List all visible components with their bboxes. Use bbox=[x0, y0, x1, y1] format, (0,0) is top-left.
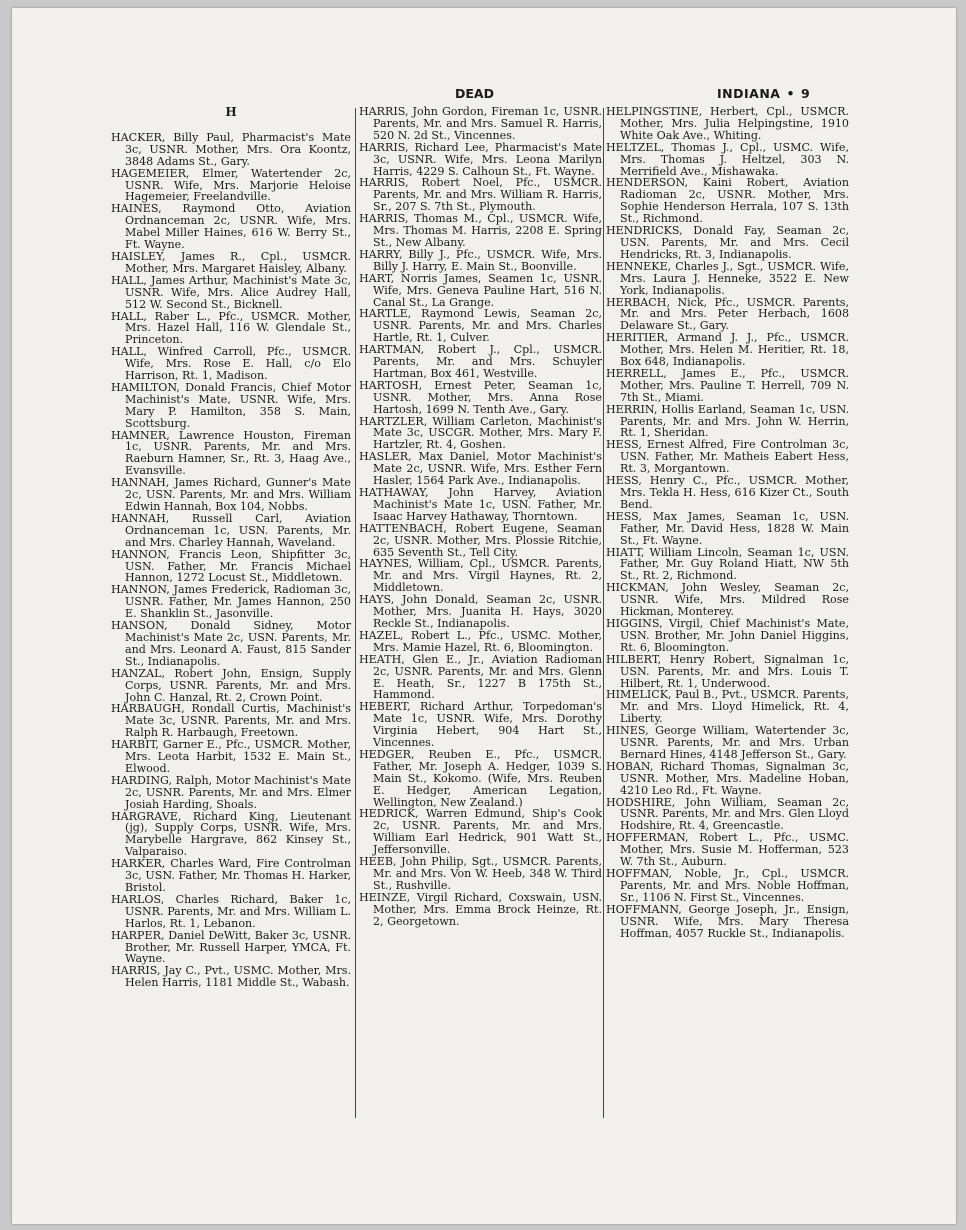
casualty-entry: HARRIS, Richard Lee, Pharmacist's Mate 3c, USNR. Wife, Mrs. Leona Marilyn Harris, 4229 S. Calhoun St., Ft. Wayne. bbox=[359, 140, 602, 178]
casualty-entry: HENNEKE, Charles J., Sgt., USMCR. Wife, Mrs. Laura J. Henneke, 3522 E. New York, Indianapolis. bbox=[606, 259, 849, 297]
column-divider bbox=[603, 108, 604, 1118]
casualty-entry: HIATT, William Lincoln, Seaman 1c, USN. Father, Mr. Guy Roland Hiatt, NW 5th St., Rt. 2, Richmond. bbox=[606, 545, 849, 583]
casualty-entry: HARBIT, Garner E., Pfc., USMCR. Mother, Mrs. Leota Harbit, 1532 E. Main St., Elwood. bbox=[111, 738, 351, 775]
column-1 bbox=[111, 106, 351, 989]
casualty-entry: HESS, Max James, Seaman 1c, USN. Father, Mr. David Hess, 1828 W. Main St., Ft. Wayne. bbox=[606, 509, 849, 547]
casualty-entry: HELTZEL, Thomas J., Cpl., USMC. Wife, Mrs. Thomas J. Heltzel, 303 N. Merrifield Ave., Mishawaka. bbox=[606, 140, 849, 178]
casualty-entry: HERRELL, James E., Pfc., USMCR. Mother, Mrs. Pauline T. Herrell, 709 N. 7th St., Miami. bbox=[606, 366, 849, 404]
page-number: 9 bbox=[800, 86, 811, 101]
casualty-entry: HARRY, Billy J., Pfc., USMCR. Wife, Mrs. Billy J. Harry, E. Main St., Boonville. bbox=[359, 247, 602, 273]
casualty-entry: HANNON, Francis Leon, Shipfitter 3c, USN. Father, Mr. Francis Michael Hannon, 1272 Locust St., Middletown. bbox=[111, 547, 351, 585]
casualty-entry: HARRIS, Robert Noel, Pfc., USMCR. Parents, Mr. and Mrs. William R. Harris, Sr., 207 S. 7th St., Plymouth. bbox=[359, 176, 602, 214]
casualty-entry: HEINZE, Virgil Richard, Coxswain, USN. Mother, Mrs. Emma Brock Heinze, Rt. 2, Georgetown. bbox=[359, 890, 602, 928]
header-title: DEAD bbox=[455, 86, 494, 101]
casualty-entry: HIGGINS, Virgil, Chief Machinist's Mate, USN. Brother, Mr. John Daniel Higgins, Rt. 6, Bloomington. bbox=[606, 616, 849, 654]
header-bullet: • bbox=[786, 86, 795, 101]
casualty-entry: HACKER, Billy Paul, Pharmacist's Mate 3c, USNR. Mother, Mrs. Ora Koontz, 3848 Adams St., Gary. bbox=[111, 130, 351, 168]
casualty-entry: HARTMAN, Robert J., Cpl., USMCR. Parents, Mr. and Mrs. Schuyler Hartman, Box 461, Westville. bbox=[359, 343, 602, 380]
column-divider bbox=[355, 108, 356, 1118]
casualty-entry: HARKER, Charles Ward, Fire Controlman 3c, USN. Father, Mr. Thomas H. Harker, Bristol. bbox=[111, 857, 351, 894]
casualty-entry: HERRIN, Hollis Earland, Seaman 1c, USN. Parents, Mr. and Mrs. John W. Herrin, Rt. 1, Sheridan. bbox=[606, 402, 849, 440]
casualty-entry: HELPINGSTINE, Herbert, Cpl., USMCR. Mother, Mrs. Julia Helpingstine, 1910 White Oak Ave., Whiting. bbox=[606, 105, 849, 142]
casualty-entry: HASLER, Max Daniel, Motor Machinist's Mate 2c, USNR. Wife, Mrs. Esther Fern Hasler, 1564 Park Ave., Indianapolis. bbox=[359, 450, 602, 488]
casualty-entry: HALL, James Arthur, Machinist's Mate 3c, USNR. Wife, Mrs. Alice Audrey Hall, 512 W. Second St., Bicknell. bbox=[111, 273, 351, 311]
casualty-entry: HARRIS, John Gordon, Fireman 1c, USNR. Parents, Mr. and Mrs. Samuel R. Harris, 520 N. 2d St., Vincennes. bbox=[359, 105, 602, 142]
document-page bbox=[12, 8, 956, 1224]
casualty-entry: HALL, Winfred Carroll, Pfc., USMCR. Wife, Mrs. Rose E. Hall, c/o Elo Harrison, Rt. 1, Madison. bbox=[111, 345, 351, 383]
casualty-entry: HOFFERMAN, Robert L., Pfc., USMC. Mother, Mrs. Susie M. Hofferman, 523 W. 7th St., Auburn. bbox=[606, 831, 849, 869]
casualty-entry: HARPER, Daniel DeWitt, Baker 3c, USNR. Brother, Mr. Russell Harper, YMCA, Ft. Wayne. bbox=[111, 928, 351, 966]
casualty-entry: HAMNER, Lawrence Houston, Fireman 1c, USNR. Parents, Mr. and Mrs. Raeburn Hamner, Sr., Rt. 3, Haag Ave., Evansville. bbox=[111, 428, 351, 478]
casualty-entry: HARRIS, Thomas M., Cpl., USMCR. Wife, Mrs. Thomas M. Harris, 2208 E. Spring St., New Albany. bbox=[359, 212, 602, 249]
casualty-entry: HESS, Henry C., Pfc., USMCR. Mother, Mrs. Tekla H. Hess, 616 Kizer Ct., South Bend. bbox=[606, 474, 849, 511]
section-letter: H bbox=[225, 105, 237, 119]
casualty-entry: HARTZLER, William Carleton, Machinist's Mate 3c, USCGR. Mother, Mrs. Mary F. Hartzler, Rt. 4, Goshen. bbox=[359, 414, 602, 452]
casualty-entry: HEEB, John Philip, Sgt., USMCR. Parents, Mr. and Mrs. Von W. Heeb, 348 W. Third St., Rushville. bbox=[359, 855, 602, 892]
casualty-entry: HAGEMEIER, Elmer, Watertender 2c, USNR. Wife, Mrs. Marjorie Heloise Hagemeier, Freelandville. bbox=[111, 166, 351, 204]
casualty-entry: HATHAWAY, John Harvey, Aviation Machinist's Mate 1c, USN. Father, Mr. Isaac Harvey Hathaway, Thorntown. bbox=[359, 486, 602, 523]
casualty-entry: HOFFMANN, George Joseph, Jr., Ensign, USNR. Wife, Mrs. Mary Theresa Hoffman, 4057 Ruckle St., Indianapolis. bbox=[606, 902, 849, 940]
casualty-entry: HAYS, John Donald, Seaman 2c, USNR. Mother, Mrs. Juanita H. Hays, 3020 Reckle St., Indianapolis. bbox=[359, 593, 602, 630]
casualty-entry: HARTOSH, Ernest Peter, Seaman 1c, USNR. Mother, Mrs. Anna Rose Hartosh, 1699 N. Tenth Ave., Gary. bbox=[359, 378, 602, 416]
casualty-entry: HANZAL, Robert John, Ensign, Supply Corps, USNR. Parents, Mr. and Mrs. John C. Hanzal, Rt. 2, Crown Point. bbox=[111, 666, 351, 704]
casualty-entry: HODSHIRE, John William, Seaman 2c, USNR. Parents, Mr. and Mrs. Glen Lloyd Hodshire, Rt. 4, Greencastle. bbox=[606, 795, 849, 833]
casualty-entry: HICKMAN, John Wesley, Seaman 2c, USNR. Wife, Mrs. Mildred Rose Hickman, Monterey. bbox=[606, 581, 849, 619]
column-3 bbox=[606, 106, 849, 939]
casualty-entry: HANNAH, Russell Carl, Aviation Ordnanceman 1c, USN. Parents, Mr. and Mrs. Charley Hannah, Waveland. bbox=[111, 511, 351, 549]
column-2 bbox=[359, 106, 602, 928]
casualty-entry: HENDRICKS, Donald Fay, Seaman 2c, USN. Parents, Mr. and Mrs. Cecil Hendricks, Rt. 3, Indianapolis. bbox=[606, 224, 849, 261]
casualty-entry: HARBAUGH, Rondall Curtis, Machinist's Mate 3c, USNR. Parents, Mr. and Mrs. Ralph R. Harbaugh, Freetown. bbox=[111, 702, 351, 740]
casualty-entry: HAISLEY, James R., Cpl., USMCR. Mother, Mrs. Margaret Haisley, Albany. bbox=[111, 249, 351, 275]
header-state: INDIANA bbox=[717, 86, 781, 101]
casualty-entry: HARLOS, Charles Richard, Baker 1c, USNR. Parents, Mr. and Mrs. William L. Harlos, Rt. 1, Lebanon. bbox=[111, 892, 351, 930]
casualty-entry: HERITIER, Armand J. J., Pfc., USMCR. Mother, Mrs. Helen M. Heritier, Rt. 18, Box 648, Indianapolis. bbox=[606, 331, 849, 369]
casualty-entry: HARRIS, Jay C., Pvt., USMC. Mother, Mrs. Helen Harris, 1181 Middle St., Wabash. bbox=[111, 964, 351, 990]
casualty-entry: HARTLE, Raymond Lewis, Seaman 2c, USNR. Parents, Mr. and Mrs. Charles Hartle, Rt. 1, Culver. bbox=[359, 307, 602, 345]
casualty-entry: HEDGER, Reuben E., Pfc., USMCR. Father, Mr. Joseph A. Hedger, 1039 S. Main St., Kokomo. (Wife, Mrs. Reuben E. Hedger, American Legation, Wellington, New Zealand.) bbox=[359, 747, 602, 809]
casualty-entry: HOFFMAN, Noble, Jr., Cpl., USMCR. Parents, Mr. and Mrs. Noble Hoffman, Sr., 1106 N. First St., Vincennes. bbox=[606, 867, 849, 904]
casualty-entry: HANNON, James Frederick, Radioman 3c, USNR. Father, Mr. James Hannon, 250 E. Shanklin St., Jasonville. bbox=[111, 583, 351, 621]
casualty-entry: HILBERT, Henry Robert, Signalman 1c, USN. Parents, Mr. and Mrs. Louis T. Hilbert, Rt. 1, Underwood. bbox=[606, 652, 849, 690]
casualty-entry: HEDRICK, Warren Edmund, Ship's Cook 2c, USNR. Parents, Mr. and Mrs. William Earl Hedrick, 901 Watt St., Jeffersonville. bbox=[359, 807, 602, 857]
page-header bbox=[12, 86, 956, 106]
casualty-entry: HANNAH, James Richard, Gunner's Mate 2c, USN. Parents, Mr. and Mrs. William Edwin Hannah, Box 104, Nobbs. bbox=[111, 476, 351, 513]
casualty-entry: HINES, George William, Watertender 3c, USNR. Parents, Mr. and Mrs. Urban Bernard Hines, 4148 Jefferson St., Gary. bbox=[606, 724, 849, 761]
casualty-entry: HENDERSON, Kaini Robert, Aviation Radioman 2c, USNR. Mother, Mrs. Sophie Henderson Herrala, 107 S. 13th St., Richmond. bbox=[606, 176, 849, 226]
casualty-entry: HAMILTON, Donald Francis, Chief Motor Machinist's Mate, USNR. Wife, Mrs. Mary P. Hamilton, 358 S. Main, Scottsburg. bbox=[111, 380, 351, 430]
casualty-entry: HATTENBACH, Robert Eugene, Seaman 2c, USNR. Mother, Mrs. Plossie Ritchie, 635 Seventh St., Tell City. bbox=[359, 521, 602, 559]
casualty-entry: HEATH, Glen E., Jr., Aviation Radioman 2c, USNR. Parents, Mr. and Mrs. Glenn E. Heath, Sr., 1227 B 175th St., Hammond. bbox=[359, 652, 602, 702]
casualty-entry: HAZEL, Robert L., Pfc., USMC. Mother, Mrs. Mamie Hazel, Rt. 6, Bloomington. bbox=[359, 628, 602, 654]
casualty-entry: HARDING, Ralph, Motor Machinist's Mate 2c, USNR. Parents, Mr. and Mrs. Elmer Josiah Harding, Shoals. bbox=[111, 773, 351, 811]
casualty-entry: HARGRAVE, Richard King, Lieutenant (jg), Supply Corps, USNR. Wife, Mrs. Marybelle Hargrave, 862 Kinsey St., Valparaiso. bbox=[111, 809, 351, 859]
casualty-entry: HERBACH, Nick, Pfc., USMCR. Parents, Mr. and Mrs. Peter Herbach, 1608 Delaware St., Gary. bbox=[606, 295, 849, 333]
casualty-entry: HOBAN, Richard Thomas, Signalman 3c, USNR. Mother, Mrs. Madeline Hoban, 4210 Leo Rd., Ft. Wayne. bbox=[606, 759, 849, 797]
casualty-entry: HAINES, Raymond Otto, Aviation Ordnanceman 2c, USNR. Wife, Mrs. Mabel Miller Haines, 616 W. Berry St., Ft. Wayne. bbox=[111, 202, 351, 252]
casualty-entry: HIMELICK, Paul B., Pvt., USMCR. Parents, Mr. and Mrs. Lloyd Himelick, Rt. 4, Liberty. bbox=[606, 688, 849, 726]
casualty-entry: HANSON, Donald Sidney, Motor Machinist's Mate 2c, USN. Parents, Mr. and Mrs. Leonard A. Faust, 815 Sander St., Indianapolis. bbox=[111, 619, 351, 668]
casualty-entry: HALL, Raber L., Pfc., USMCR. Mother, Mrs. Hazel Hall, 116 W. Glendale St., Princeton. bbox=[111, 309, 351, 347]
header-state-page bbox=[717, 86, 810, 101]
casualty-entry: HESS, Ernest Alfred, Fire Controlman 3c, USN. Father, Mr. Matheis Eabert Hess, Rt. 3, Morgantown. bbox=[606, 438, 849, 476]
casualty-entry: HAYNES, William, Cpl., USMCR. Parents, Mr. and Mrs. Virgil Haynes, Rt. 2, Middletown. bbox=[359, 557, 602, 595]
casualty-entry: HEBERT, Richard Arthur, Torpedoman's Mate 1c, USNR. Wife, Mrs. Dorothy Virginia Hebert, 904 Hart St., Vincennes. bbox=[359, 700, 602, 750]
casualty-entry: HART, Norris James, Seamen 1c, USNR. Wife, Mrs. Geneva Pauline Hart, 516 N. Canal St., La Grange. bbox=[359, 271, 602, 309]
